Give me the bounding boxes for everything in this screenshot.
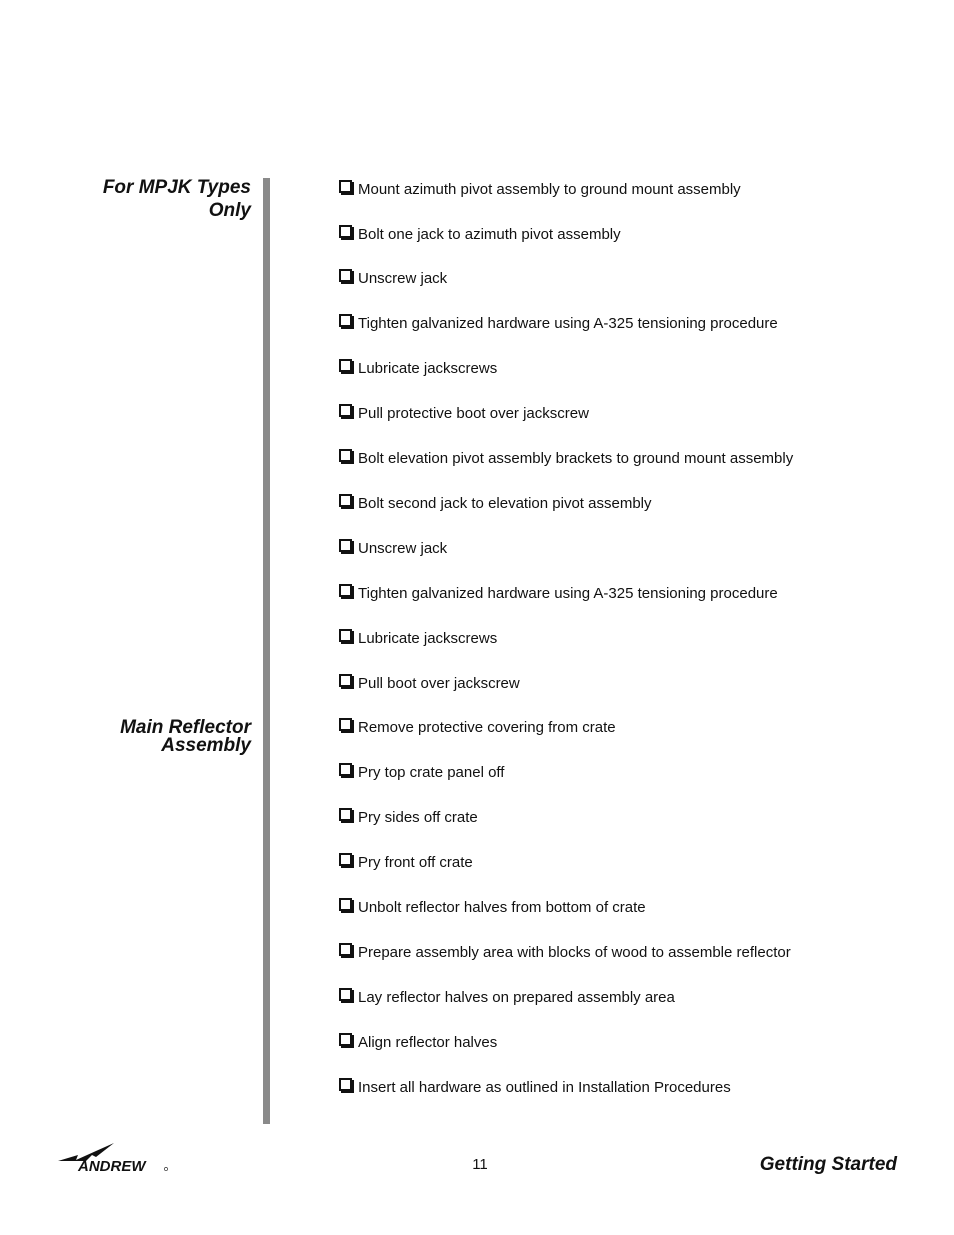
checklist-item-text: Align reflector halves <box>358 1034 498 1051</box>
checklist-item-text: Tighten galvanized hardware using A-325 tensioning procedure <box>358 315 778 332</box>
checkbox-icon[interactable] <box>339 898 352 911</box>
checklist-item-text: Pry sides off crate <box>358 809 478 826</box>
checklist-item-text: Unbolt reflector halves from bottom of crate <box>358 899 646 916</box>
side-heading-line: For MPJK Types <box>102 177 251 198</box>
checklist-item <box>339 988 675 1008</box>
checklist-item-text: Remove protective covering from crate <box>358 719 616 736</box>
checklist-item <box>339 180 741 200</box>
side-heading-line: Main Reflector <box>120 717 251 738</box>
checklist-item-text: Lubricate jackscrews <box>358 630 498 647</box>
checklist-item-text: Pry top crate panel off <box>358 764 505 781</box>
checklist-item-text: Bolt one jack to azimuth pivot assembly <box>358 226 621 243</box>
checklist-item <box>339 674 520 694</box>
checkbox-icon[interactable] <box>339 988 352 1001</box>
checkbox-icon[interactable] <box>339 1078 352 1091</box>
checklist-item-text: Pull boot over jackscrew <box>358 675 520 692</box>
checkbox-icon[interactable] <box>339 853 352 866</box>
checklist-item <box>339 808 478 828</box>
checkbox-icon[interactable] <box>339 808 352 821</box>
checklist-item <box>339 1078 731 1098</box>
checkbox-icon[interactable] <box>339 539 352 552</box>
checklist-item <box>339 494 652 514</box>
checklist-item-text: Insert all hardware as outlined in Installation Procedures <box>358 1079 731 1096</box>
checklist-item <box>339 449 793 469</box>
checkbox-icon[interactable] <box>339 763 352 776</box>
checklist-item <box>339 314 778 334</box>
checklist-item <box>339 718 616 738</box>
checkbox-icon[interactable] <box>339 225 352 238</box>
checklist-item <box>339 359 497 379</box>
checkbox-icon[interactable] <box>339 943 352 956</box>
checkbox-icon[interactable] <box>339 269 352 282</box>
checkbox-icon[interactable] <box>339 314 352 327</box>
checkbox-icon[interactable] <box>339 629 352 642</box>
checklist-item <box>339 584 778 604</box>
checklist-item <box>339 898 646 918</box>
checklist-item-text: Pry front off crate <box>358 854 473 871</box>
checkbox-icon[interactable] <box>339 718 352 731</box>
side-heading-mpjk-types <box>103 176 251 222</box>
checkbox-icon[interactable] <box>339 1033 352 1046</box>
checklist-item <box>339 404 589 424</box>
checkbox-icon[interactable] <box>339 359 352 372</box>
checklist-item-text: Lay reflector halves on prepared assembly area <box>358 989 675 1006</box>
side-heading-line: Assembly <box>161 735 251 756</box>
page-number: 11 <box>472 1156 488 1173</box>
section-title: Getting Started <box>759 1154 897 1175</box>
checklist-item <box>339 225 621 245</box>
checklist-item-text: Unscrew jack <box>358 540 448 557</box>
checklist-item-text: Pull protective boot over jackscrew <box>358 405 589 422</box>
side-heading-main-reflector-assembly <box>120 719 251 755</box>
checklist-item <box>339 763 504 783</box>
checklist-item <box>339 1033 497 1053</box>
side-heading-line: Only <box>208 200 251 221</box>
checklist-item-text: Unscrew jack <box>358 270 448 287</box>
checklist-item <box>339 943 791 963</box>
checklist-item-text: Bolt second jack to elevation pivot assembly <box>358 495 652 512</box>
checklist-item <box>339 269 447 289</box>
checkbox-icon[interactable] <box>339 449 352 462</box>
checklist-item-text: Tighten galvanized hardware using A-325 tensioning procedure <box>358 585 778 602</box>
vertical-divider <box>263 178 270 1124</box>
checklist-item-text: Lubricate jackscrews <box>358 360 498 377</box>
checklist-item <box>339 629 497 649</box>
checkbox-icon[interactable] <box>339 674 352 687</box>
checkbox-icon[interactable] <box>339 494 352 507</box>
checkbox-icon[interactable] <box>339 584 352 597</box>
checkbox-icon[interactable] <box>339 404 352 417</box>
checkbox-icon[interactable] <box>339 180 352 193</box>
checklist-item-text: Mount azimuth pivot assembly to ground mount assembly <box>358 181 741 198</box>
checklist-item-text: Bolt elevation pivot assembly brackets to ground mount assembly <box>358 450 794 467</box>
checklist-item <box>339 539 447 559</box>
checklist-item-text: Prepare assembly area with blocks of wood to assemble reflector <box>358 944 791 961</box>
checklist-item <box>339 853 473 873</box>
logo-text: ANDREW <box>78 1158 146 1175</box>
